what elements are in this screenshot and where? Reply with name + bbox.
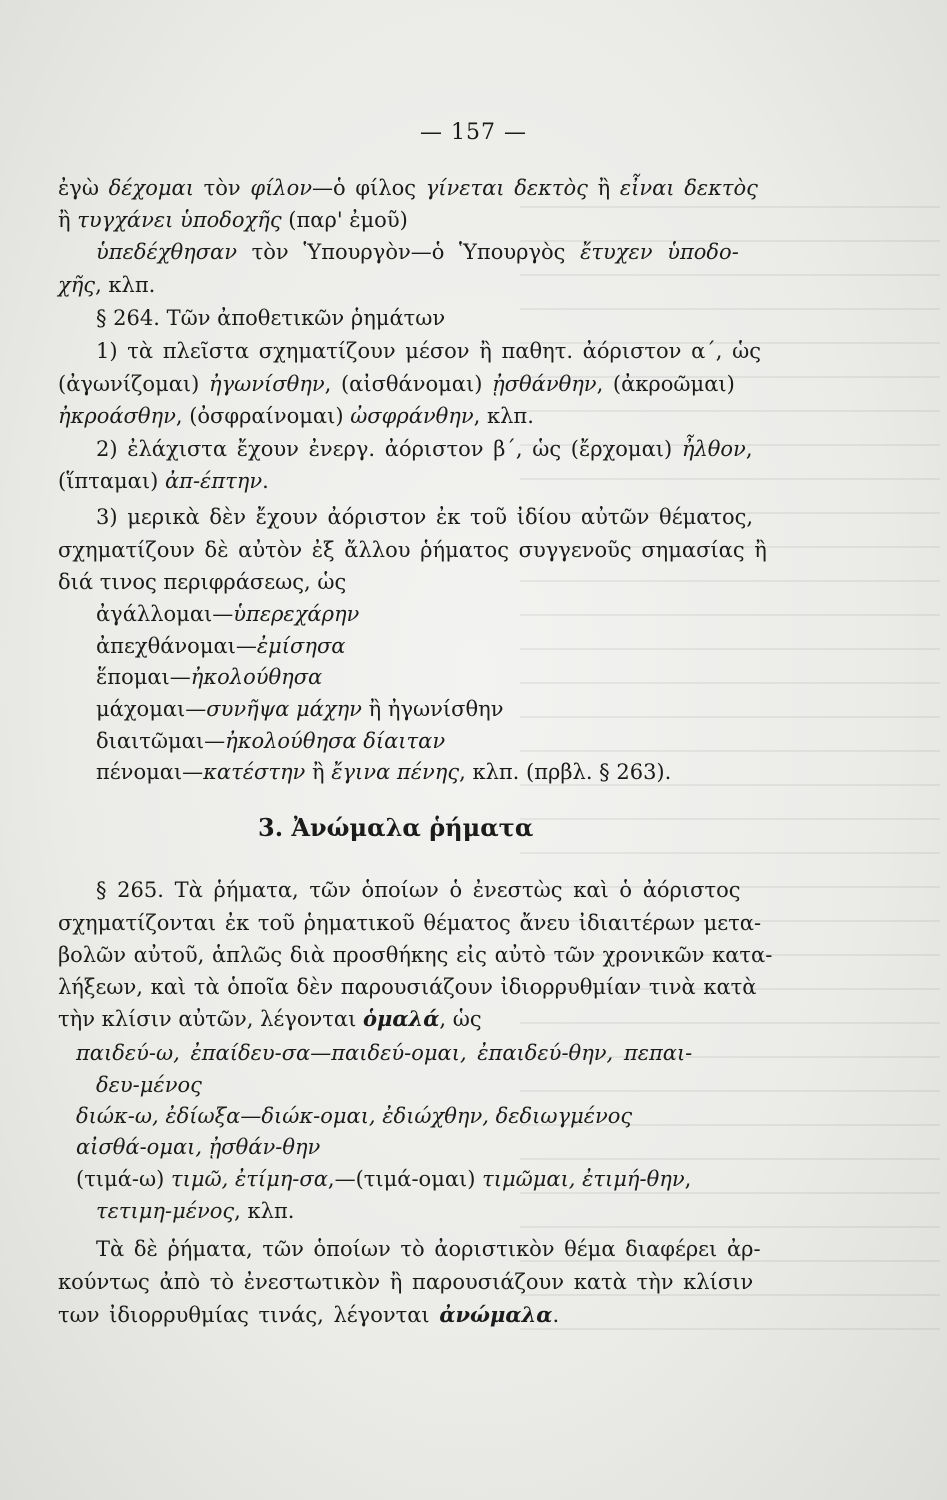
text-line	[58, 273, 155, 297]
italic-text: ἠκολούθησα	[190, 665, 323, 689]
text-segment: § 265. Τὰ ῥήματα, τῶν ὁποίων ὁ ἐνεστὼς καὶ ὁ ἀόριστος	[96, 878, 741, 902]
text-segment: —ὁ φίλος	[312, 176, 426, 200]
bold-italic-term: ἀνώμαλα	[439, 1302, 553, 1327]
text-segment: .	[552, 1303, 560, 1327]
text-line	[58, 911, 761, 935]
text-segment: μάχομαι—	[96, 697, 207, 721]
text-segment: (παρ' ἐμοῦ)	[281, 208, 408, 232]
text-segment: διαιτῶμαι—	[96, 729, 226, 753]
text-segment: , κλπ. (πρβλ. § 263).	[459, 760, 672, 784]
italic-text: ἠγωνίσθην	[209, 372, 325, 396]
text-line	[96, 437, 753, 461]
italic-text: ἀπ-έπτην	[164, 469, 263, 493]
text-segment: , (ὀσφραίνομαι)	[175, 404, 351, 428]
italic-text: γίνεται δεκτὸς	[425, 176, 588, 200]
bold-italic-term: ὁμαλά	[362, 1006, 440, 1031]
text-segment: , κλπ.	[234, 1199, 295, 1223]
italic-text: διώκ-ω, ἐδίωξα—διώκ-ομαι, ἐδιώχθην, δεδιωγμένος	[76, 1104, 633, 1128]
text-line	[58, 943, 772, 967]
text-segment: τὸν Ὑπουργὸν—ὁ Ὑπουργὸς	[236, 240, 581, 264]
italic-text: ὑπερεχάρην	[233, 602, 360, 626]
text-segment: , ὡς	[439, 1007, 482, 1031]
text-segment: λήξεων, καὶ τὰ ὁποῖα δὲν παρουσιάζουν ἰδιορρυθμίαν τινὰ κατὰ	[58, 975, 757, 999]
text-line	[76, 1135, 320, 1159]
text-line	[58, 1303, 559, 1327]
italic-text: δέχομαι	[108, 176, 194, 200]
text-segment: 3) μερικὰ δὲν ἔχουν ἀόριστον ἐκ τοῦ ἰδίου αὐτῶν θέματος,	[96, 505, 754, 529]
text-segment: ἢ ἠγωνίσθην	[361, 697, 504, 721]
text-segment: (ἵπταμαι)	[58, 469, 165, 493]
text-segment: Τὰ δὲ ῥήματα, τῶν ὁποίων τὸ ἀοριστικὸν θέμα διαφέρει ἀρ-	[96, 1237, 761, 1261]
text-line	[96, 339, 761, 363]
italic-text: ἔτυχεν ὑποδο-	[580, 240, 739, 264]
text-segment: .	[262, 469, 269, 493]
text-segment: , (αἰσθάνομαι)	[324, 372, 493, 396]
text-segment: § 264. Τῶν ἀποθετικῶν ῥημάτων	[96, 306, 446, 330]
text-segment: σχηματίζονται ἐκ τοῦ ῥηματικοῦ θέματος ἄνευ ἰδιαιτέρων μετα-	[58, 911, 762, 935]
text-segment: κούντως ἀπὸ τὸ ἐνεστωτικὸν ἢ παρουσιάζουν κατὰ τὴν κλίσιν	[58, 1270, 754, 1294]
text-segment: ἢ	[58, 208, 78, 232]
text-line	[58, 176, 758, 200]
italic-text: τιμῶμαι, ἐτιμή-θην	[482, 1167, 685, 1191]
text-segment: ἢ	[305, 760, 332, 784]
italic-text: ἐμίσησα	[256, 634, 346, 658]
text-line	[58, 404, 534, 428]
italic-text: κατέστην	[203, 760, 306, 784]
text-segment: , κλπ.	[95, 273, 156, 297]
text-segment: , (ἀκροῶμαι)	[596, 372, 735, 396]
text-line	[76, 1041, 692, 1065]
italic-text: παιδεύ-ω, ἐπαίδευ-σα—παιδεύ-ομαι, ἐπαιδεύ-θην, πεπαι-	[76, 1041, 693, 1065]
text-line	[58, 469, 269, 493]
text-line	[96, 602, 359, 626]
italic-text: εἶναι δεκτὸς	[619, 176, 758, 200]
text-segment: ,—(τιμά-ομαι)	[327, 1167, 483, 1191]
section-heading-text: 3. Ἀνώμαλα ῥήματα	[258, 813, 534, 842]
italic-text: τετιμη-μένος	[96, 1199, 235, 1223]
italic-text: δευ-μένος	[96, 1073, 202, 1097]
text-segment: 2) ἐλάχιστα ἔχουν ἐνεργ. ἀόριστον β΄, ὡς (ἔρχομαι)	[96, 437, 682, 461]
section-heading	[258, 813, 534, 842]
text-segment: των ἰδιορρυθμίας τινάς, λέγονται	[58, 1303, 440, 1327]
text-line	[96, 240, 739, 264]
text-segment: τὸν	[193, 176, 251, 200]
text-line	[96, 306, 445, 330]
text-line	[96, 634, 345, 658]
text-line	[58, 975, 756, 999]
text-segment: ἕπομαι—	[96, 665, 191, 689]
italic-text: ἠκολούθησα δίαιταν	[225, 729, 446, 753]
text-line	[58, 208, 408, 232]
italic-text: φίλον	[250, 176, 313, 200]
italic-text: ὠσφράνθην	[350, 404, 474, 428]
text-segment: ἀγάλλομαι—	[96, 602, 234, 626]
italic-text: ἠκροάσθην	[58, 404, 176, 428]
text-line	[96, 1073, 202, 1097]
italic-text: ᾐσθάνθην	[492, 372, 597, 396]
text-segment: βολῶν αὐτοῦ, ἁπλῶς διὰ προσθήκης εἰς αὐτὸ τῶν χρονικῶν κατα-	[58, 943, 773, 967]
text-segment: πένομαι—	[96, 760, 204, 784]
italic-text: ἔγινα πένης	[331, 760, 460, 784]
text-segment: , κλπ.	[473, 404, 534, 428]
text-line	[96, 697, 503, 721]
text-segment: ,	[745, 437, 753, 461]
italic-text: ἦλθον	[681, 437, 746, 461]
text-line	[58, 1007, 482, 1031]
italic-text: τυγχάνει ὑποδοχῆς	[77, 208, 282, 232]
text-line	[76, 1167, 691, 1191]
text-line	[58, 538, 767, 562]
text-line	[96, 878, 741, 902]
text-segment: ἀπεχθάνομαι—	[96, 634, 257, 658]
text-line	[58, 372, 735, 396]
text-segment: σχηματίζουν δὲ αὐτὸν ἐξ ἄλλου ῥήματος συγγενοῦς σημασίας ἢ	[58, 538, 767, 562]
italic-text: χῆς	[58, 273, 96, 297]
italic-text: ὑπεδέχθησαν	[96, 240, 237, 264]
text-line	[96, 665, 322, 689]
page-number: — 157 —	[420, 120, 527, 145]
italic-text: τιμῶ, ἐτίμη-σα	[170, 1167, 328, 1191]
text-line	[96, 1237, 761, 1261]
text-line	[76, 1104, 632, 1128]
text-line	[58, 1270, 753, 1294]
text-segment: ἢ	[587, 176, 620, 200]
italic-text: αἰσθά-ομαι, ᾐσθάν-θην	[76, 1135, 321, 1159]
text-segment: διά τινος περιφράσεως, ὡς	[58, 570, 347, 594]
text-segment: 1) τὰ πλεῖστα σχηματίζουν μέσον ἢ παθητ. ἀόριστον α΄, ὡς	[96, 339, 762, 363]
italic-text: συνῆψα μάχην	[206, 697, 362, 721]
text-line	[58, 570, 346, 594]
text-line	[96, 505, 753, 529]
text-line	[96, 729, 445, 753]
text-segment: (ἀγωνίζομαι)	[58, 372, 210, 396]
text-segment: τὴν κλίσιν αὐτῶν, λέγονται	[58, 1007, 363, 1031]
text-segment: ,	[684, 1167, 692, 1191]
text-segment: ἐγὼ	[58, 176, 109, 200]
text-line	[96, 760, 671, 784]
text-line	[96, 1199, 294, 1223]
text-segment: (τιμά-ω)	[76, 1167, 171, 1191]
